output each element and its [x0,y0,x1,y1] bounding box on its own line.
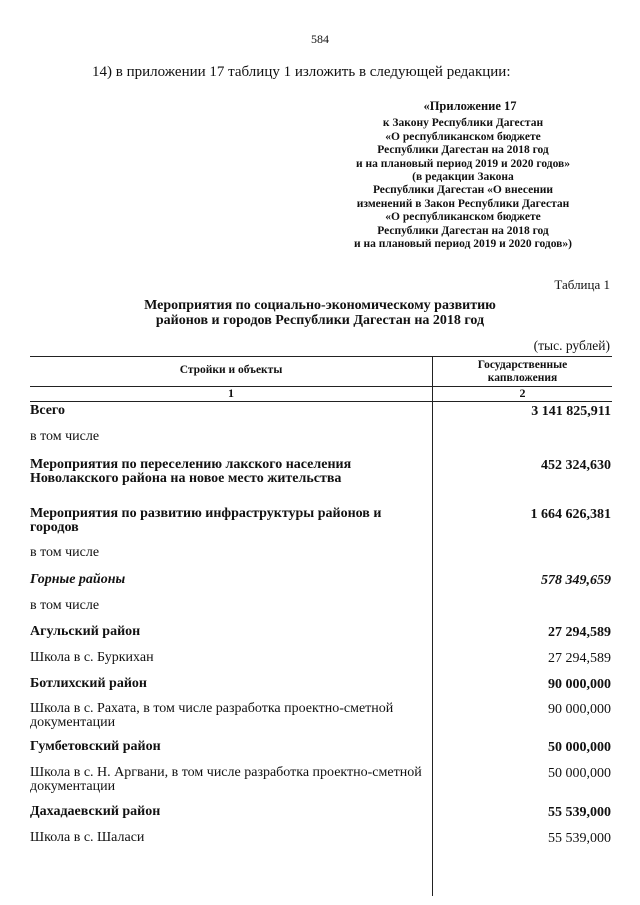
appendix-line: «О республиканском бюджете [385,130,541,143]
appendix-line: Республики Дагестан на 2018 год [377,144,549,157]
table-row-value: 90 000,000 [548,677,611,692]
appendix-line: и на плановый период 2019 и 2020 годов») [354,238,572,251]
table-row-label: Гумбетовский район [30,739,161,754]
intro-text: 14) в приложении 17 таблицу 1 изложить в следующей редакции: [92,64,511,80]
appendix-line: и на плановый период 2019 и 2020 годов» [355,157,571,170]
table-row-value: 578 349,659 [541,573,611,588]
table-title [0,298,640,328]
table-title-line: Мероприятия по социально-экономическому развитию [144,298,496,313]
table-row-value: 3 141 825,911 [531,404,611,419]
table-row-label: Мероприятия по переселению лакского населения Новолакского района на новое место жительства [30,457,352,486]
column-header-objects: Стройки и объекты [179,364,283,376]
column-header-line: капвложения [487,372,558,384]
table-row-label: в том числе [30,598,100,613]
table-title-line: районов и городов Республики Дагестан на 2018 год [155,313,485,328]
column-number-2: 2 [519,386,526,400]
page-number: 584 [311,32,329,46]
table-row-label: в том числе [30,545,100,560]
table-row-value: 27 294,589 [548,651,611,666]
column-number-1: 1 [228,386,234,400]
table-row-value: 55 539,000 [548,805,611,820]
appendix-line: к Закону Республики Дагестан [382,117,544,130]
table-row-label: Горные районы [30,572,126,587]
table-row-value: 1 664 626,381 [530,507,611,522]
table-row-label: Агульский район [30,624,141,639]
table-row-value: 90 000,000 [548,702,611,717]
table-row-value: 50 000,000 [548,766,611,781]
table-row-label: Школа в с. Н. Аргвани, в том числе разработка проектно-сметной документации [30,765,422,794]
column-header-investments [433,359,612,385]
table-row-value: 55 539,000 [548,831,611,846]
table-row-value: 452 324,630 [541,458,611,473]
units-label: (тыс. рублей) [533,338,610,353]
appendix-line: «О республиканском бюджете [385,211,541,224]
table-row-label: Школа в с. Буркихан [30,650,154,665]
appendix-line: Республики Дагестан «О внесении [372,184,554,197]
table-top-border [30,356,612,357]
appendix-block [318,100,608,251]
appendix-line: Республики Дагестан на 2018 год [377,224,549,237]
column-divider [432,356,433,896]
table-label: Таблица 1 [554,277,610,292]
table-row-label: Школа в с. Шаласи [30,830,145,845]
appendix-line: изменений в Закон Республики Дагестан [356,197,570,210]
number-row-divider [30,401,612,402]
table-row-label: Ботлихский район [30,676,147,691]
column-header-line: Государственные [477,359,568,371]
table-row-label: в том числе [30,429,100,444]
table-row-label: Всего [30,403,65,418]
table-row-value: 27 294,589 [548,625,611,640]
table-row-label: Школа в с. Рахата, в том числе разработка проектно-сметной документации [30,701,394,730]
table-row-value: 50 000,000 [548,740,611,755]
table-row-label: Дахадаевский район [30,804,161,819]
table-row-label: Мероприятия по развитию инфраструктуры районов и городов [30,506,382,535]
appendix-line: (в редакции Закона [412,171,514,184]
appendix-title: «Приложение 17 [423,99,517,113]
